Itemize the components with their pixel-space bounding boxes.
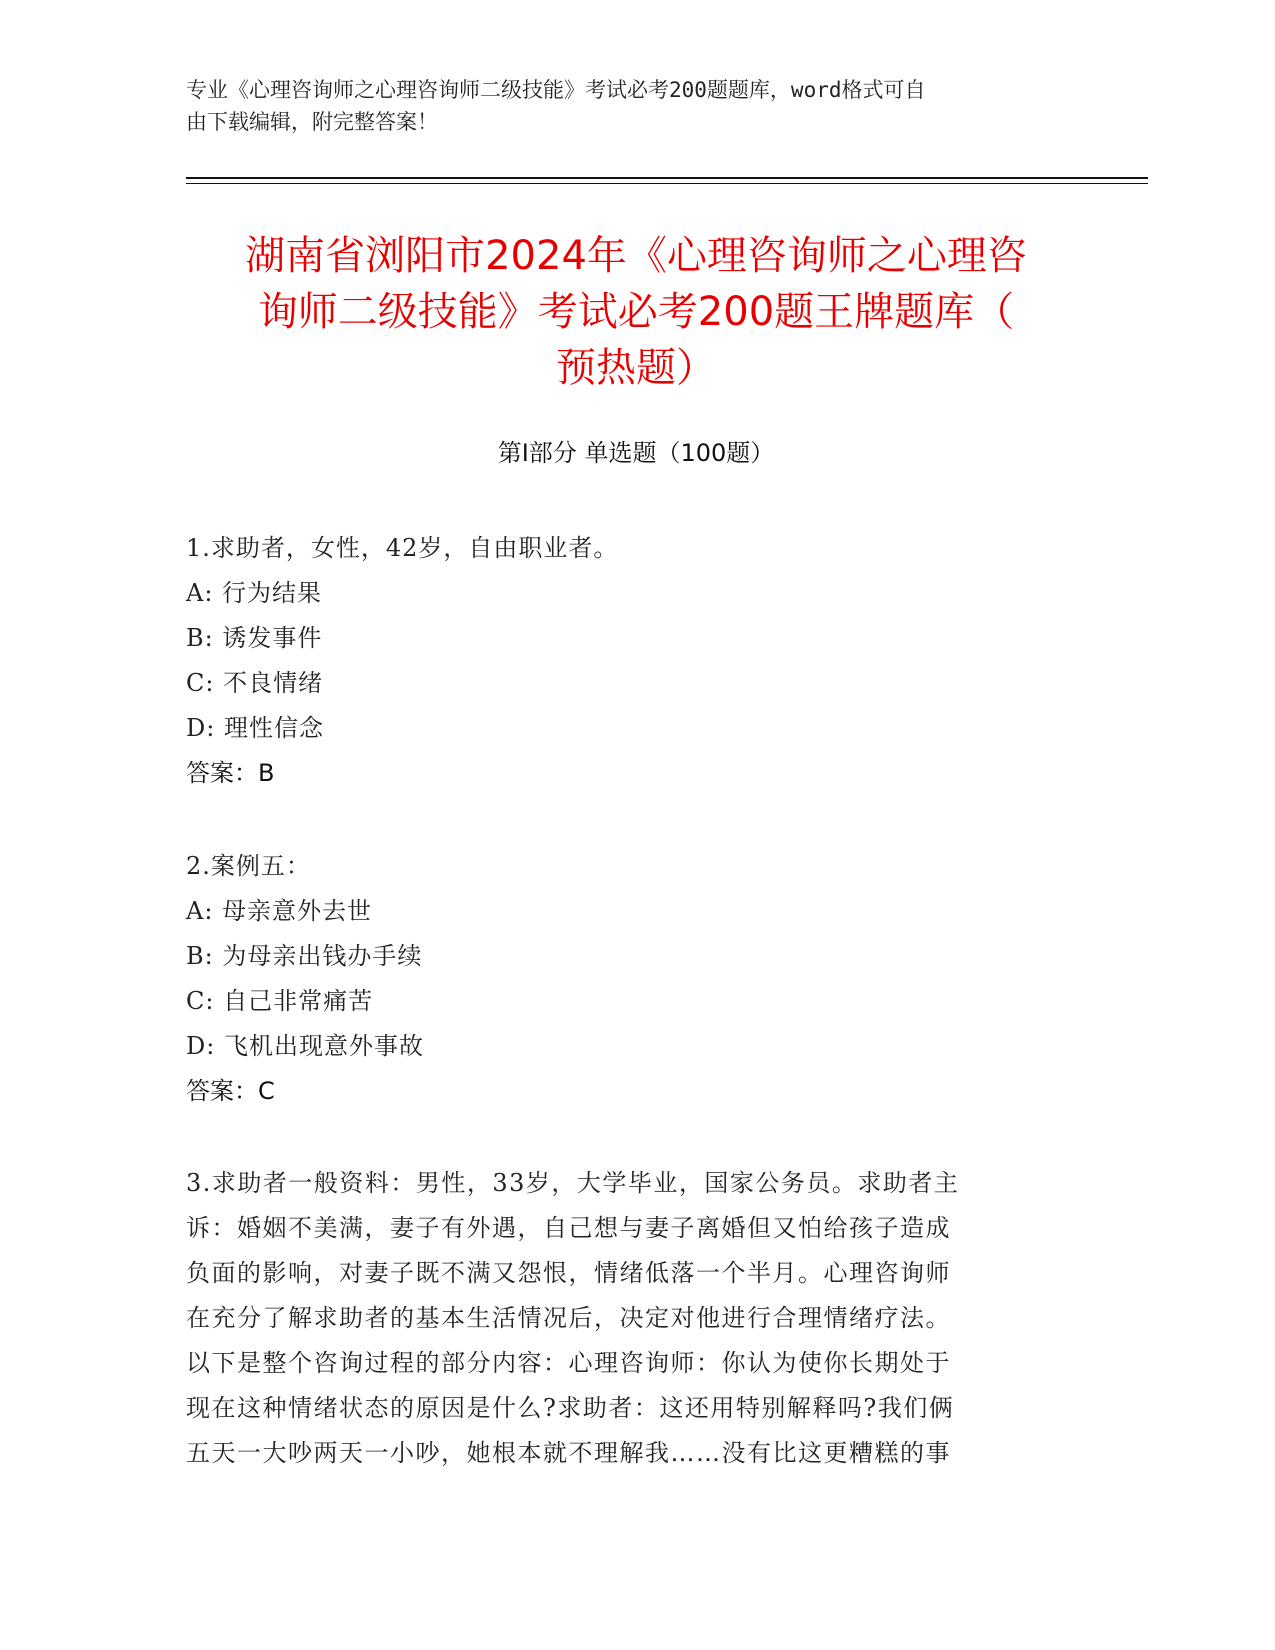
question-stem-line: 五天一大吵两天一小吵，她根本就不理解我……没有比这更糟糕的事 xyxy=(186,1439,951,1467)
option-a: A: 母亲意外去世 xyxy=(186,897,373,925)
question-2 xyxy=(186,844,1066,1114)
title-line: 湖南省浏阳市2024年《心理咨询师之心理咨 xyxy=(245,233,1027,279)
section-heading: 第I部分 单选题（100题） xyxy=(497,439,775,467)
document-title xyxy=(186,228,1086,396)
option-b: B: 诱发事件 xyxy=(186,624,323,652)
option-c: C: 不良情绪 xyxy=(186,669,324,697)
question-1 xyxy=(186,526,1066,796)
question-stem: 1.求助者，女性，42岁，自由职业者。 xyxy=(186,534,619,562)
question-stem-line: 负面的影响，对妻子既不满又怨恨，情绪低落一个半月。心理咨询师 xyxy=(186,1259,951,1287)
title-line: 预热题） xyxy=(556,345,716,391)
question-stem-line: 在充分了解求助者的基本生活情况后，决定对他进行合理情绪疗法。 xyxy=(186,1304,951,1332)
question-stem-line: 以下是整个咨询过程的部分内容：心理咨询师：你认为使你长期处于 xyxy=(186,1349,951,1377)
question-3 xyxy=(186,1161,1066,1476)
question-stem: 2.案例五： xyxy=(186,852,311,880)
header-note-line: 由下载编辑，附完整答案！ xyxy=(186,110,438,134)
header-note xyxy=(186,74,1066,138)
question-stem-line: 3.求助者一般资料：男性，33岁，大学毕业，国家公务员。求助者主 xyxy=(186,1169,960,1197)
header-note-line: 专业《心理咨询师之心理咨询师二级技能》考试必考200题题库，word格式可自 xyxy=(186,78,926,102)
option-b: B: 为母亲出钱办手续 xyxy=(186,942,423,970)
question-stem-line: 现在这种情绪状态的原因是什么?求助者：这还用特别解释吗?我们俩 xyxy=(186,1394,955,1422)
question-stem-line: 诉：婚姻不美满，妻子有外遇，自己想与妻子离婚但又怕给孩子造成 xyxy=(186,1214,951,1242)
option-c: C: 自己非常痛苦 xyxy=(186,987,374,1015)
option-d: D: 理性信念 xyxy=(186,714,324,742)
header-divider-thick xyxy=(186,177,1148,179)
answer-line: 答案：C xyxy=(186,1077,275,1105)
header-divider-thin xyxy=(186,183,1148,184)
answer-line: 答案：B xyxy=(186,759,275,787)
option-a: A: 行为结果 xyxy=(186,579,323,607)
option-d: D: 飞机出现意外事故 xyxy=(186,1032,424,1060)
title-line: 询师二级技能》考试必考200题王牌题库（ xyxy=(257,289,1015,335)
